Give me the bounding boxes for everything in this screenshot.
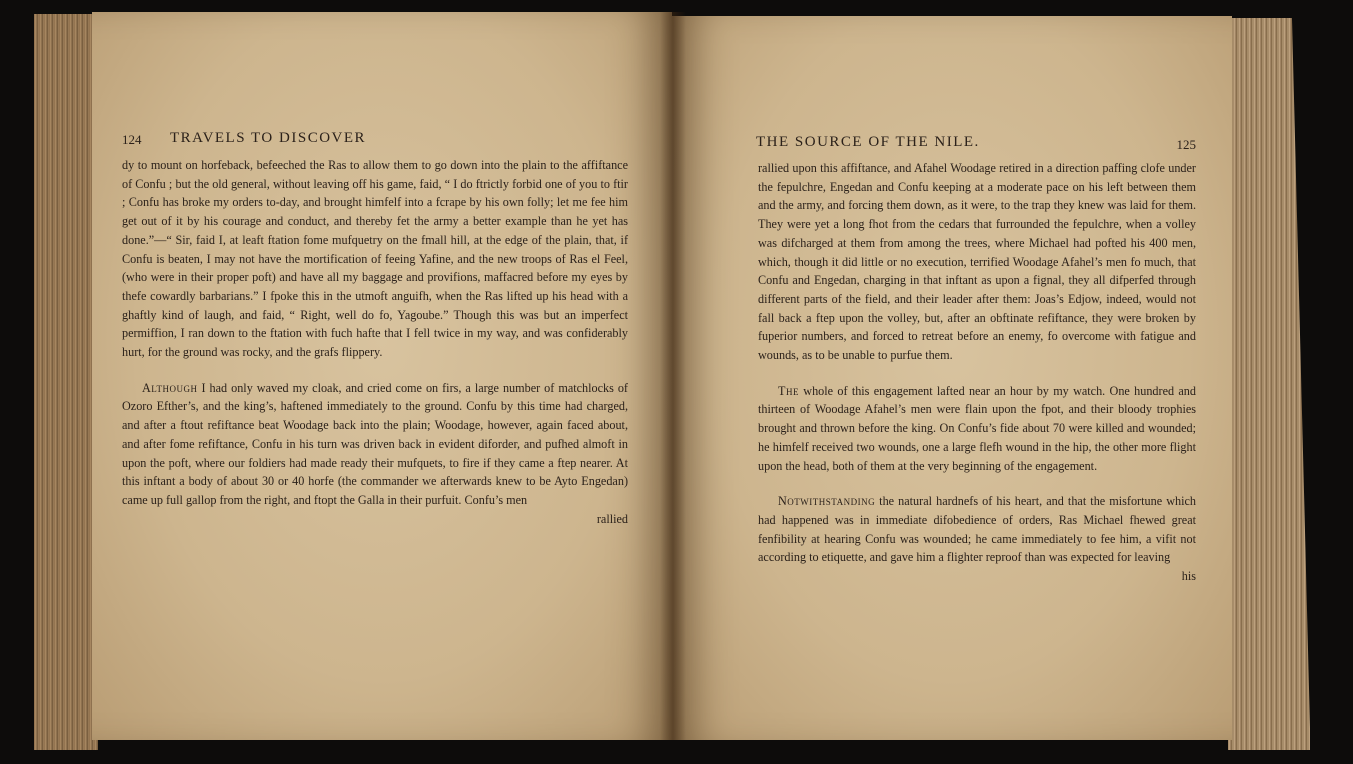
left-running-head: TRAVELS TO DISCOVER: [170, 130, 367, 146]
right-paragraph-1: rallied upon this affiftance, and Afahel Woodage retired in a direction paffing clofe under the fepulchre, Engedan and Confu keeping at a moderate pace on his left between them and the army, and forcing them down, as it were, to the trap they knew was laid for them. They were yet a long fhot from the cedars that furrounded the fepulchre, when a volley was difcharged at them from among the trees, where Michael had pofted his 400 men, which, though it did little or no execution, terrified Woodage Afahel’s men fo much, that Confu and Engedan, charging in that inftant as upon a fignal, they all difperfed through different parts of the field, and their leader after them: Joas’s Edjow, indeed, would not fall back a ftep upon the volley, but, after an obftinate refiftance, they were broken by fuperior numbers, and forced to retreat before an enemy, fo overcome with fatigue and wounds, as to be unable to purfue them.: [758, 161, 1196, 363]
left-page-number: 124: [122, 132, 142, 147]
right-page: [672, 16, 1232, 740]
right-page-edges: [1228, 18, 1310, 750]
right-running-header: [756, 134, 1196, 154]
left-page: [92, 12, 672, 740]
left-running-header: [122, 130, 632, 150]
right-page-number: 125: [1176, 137, 1196, 152]
right-body-text: [758, 159, 1196, 586]
right-running-head: THE SOURCE OF THE NILE.: [756, 134, 980, 150]
book-gutter: [660, 12, 686, 740]
right-paragraph-2: The whole of this engagement lafted near an hour by my watch. One hundred and thirteen of Woodage Afahel’s men were flain upon the fpot, and their bloody trophies brought and thrown before the king. On Confu’s fide about 70 were killed and wounded; he himfelf received two wounds, one a large flefh wound in the hip, the other more flight upon the head, both of them at the very beginning of the engagement.: [758, 383, 1196, 473]
right-catchword: his: [1181, 569, 1196, 584]
left-paragraph-2: Although I had only waved my cloak, and cried come on firs, a large number of matchlocks of Ozoro Efther’s, and the king’s, haftened immediately to the ground. Confu by this time had charged, and after a ftout refiftance beat Woodage back into the plain; Woodage, however, again faced about, and after fome refiftance, Confu in his turn was driven back in evident diforder, and pufhed almoft in upon the poft, where our foldiers had made ready their mufquets, to fire if they came a ftep nearer. At this inftant a body of about 30 or 40 horfe (the commander we afterwards knew to be Ayto Engedan) came up full gallop from the right, and ftopt the Galla in their purfuit. Confu’s men: [122, 380, 628, 507]
right-paragraph-3: Notwithstanding the natural hardnefs of his heart, and that the misfortune which had happened was in immediate difobedience of orders, Ras Michael fhewed great fenfibility at hearing Confu was wounded; he came immediately to fee him, a vifit not according to etiquette, and gave him a flighter reproof than was expected for leaving: [758, 494, 1196, 565]
left-body-text: [122, 156, 628, 528]
left-page-edges: [34, 14, 98, 750]
left-paragraph-1: dy to mount on horfeback, befeeched the Ras to allow them to go down into the plain to the affiftance of Confu ; but the old general, without leaving off his game, faid, “ I do ftrictly forbid one of you to ftir ; Confu has broke my orders to-day, and brought himfelf into a fcrape by his own folly; let me fee him get out of it by his courage and conduct, and thereby fet the army a better example than he yet has done.”—“ Sir, faid I, at leaft ftation fome mufquetry on the fmall hill, at the edge of the plain, that, if Confu is beaten, I may not have the mortification of feeing Yafine, and the new troops of Ras el Feel, (who were in their proper poft) and have all my baggage and provifions, maffacred before my eyes by thefe cowardly barbarians.” I fpoke this in the utmoft anguifh, when the Ras lifted up his head with a ghaftly kind of laugh, and faid, “ Right, well do fo, Yagoube.” Though this was but an imperfect permiffion, I ran down to the ftation with fuch hafte that I fell twice in my way, and was confiderably hurt, for the ground was rocky, and the grafs flippery.: [122, 158, 628, 360]
left-catchword: rallied: [596, 511, 628, 526]
